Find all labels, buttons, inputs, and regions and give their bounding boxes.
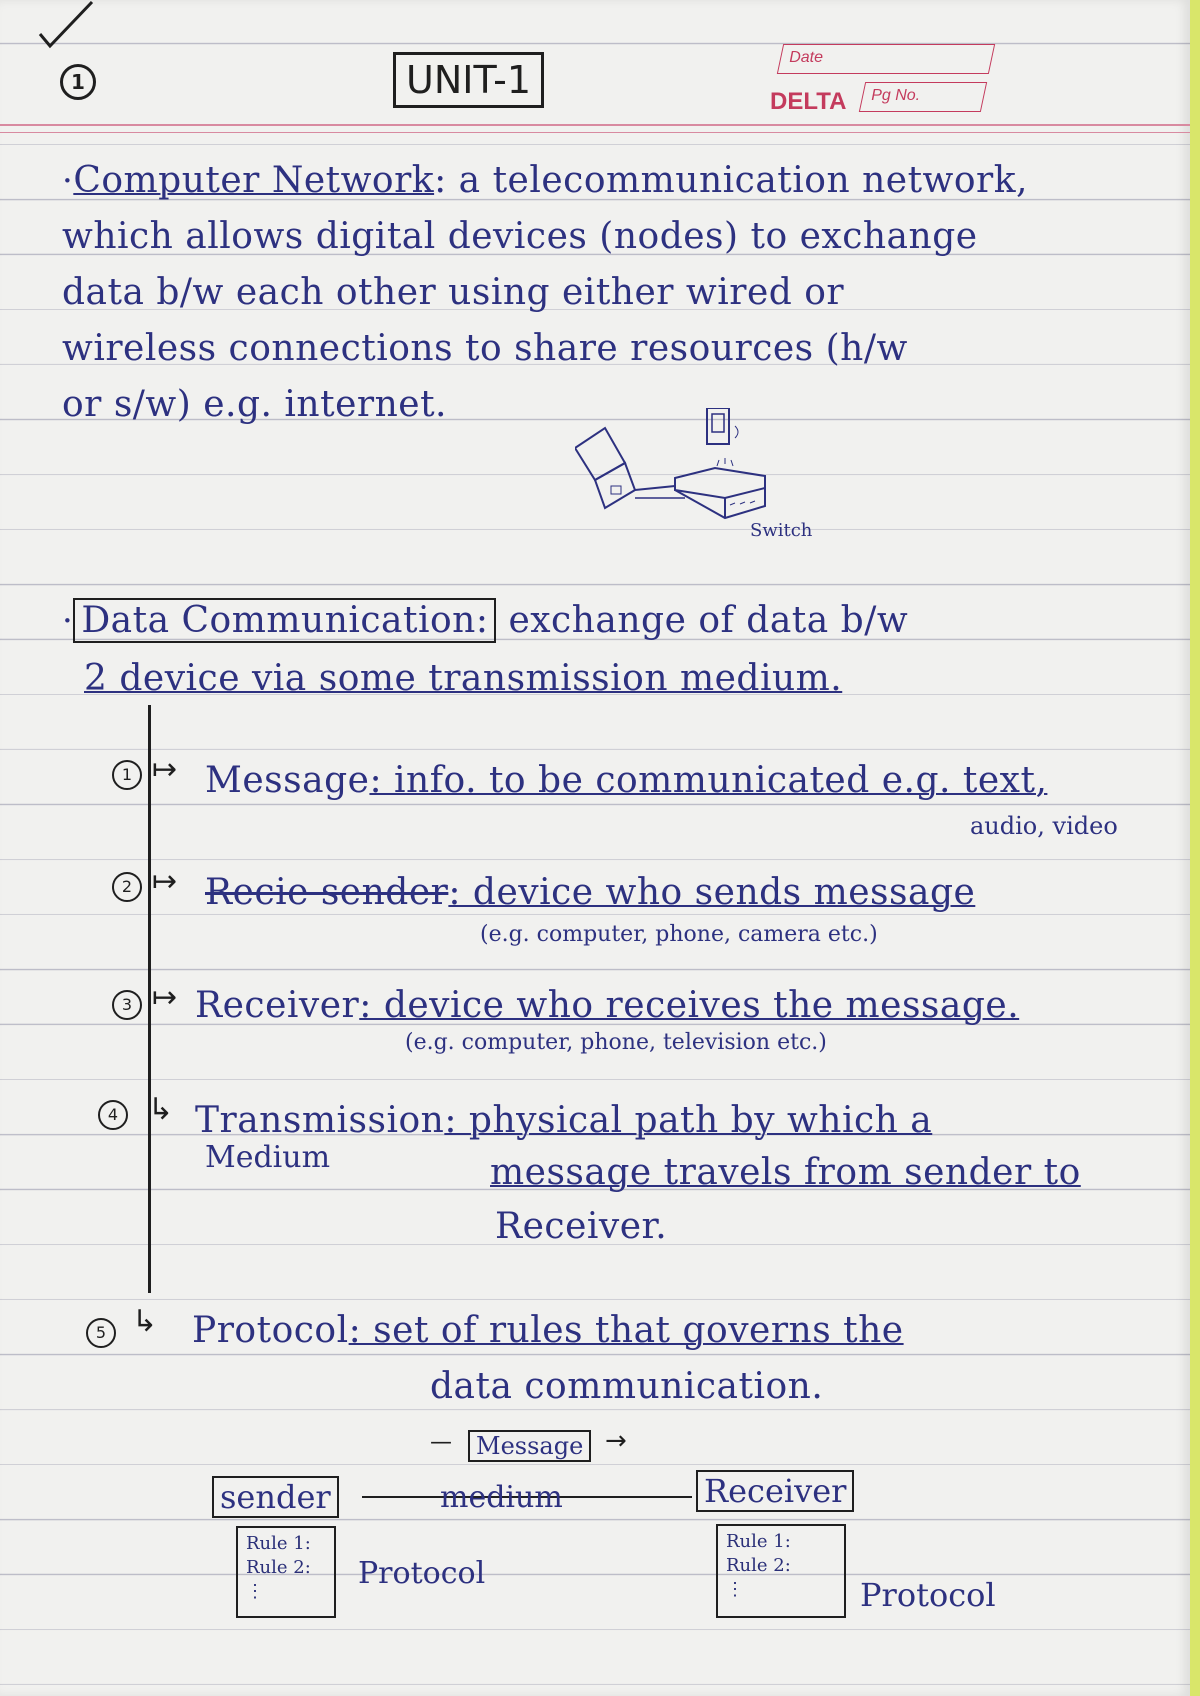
diagram-message-box: Message bbox=[468, 1430, 591, 1462]
rule-dots: ⋮ bbox=[246, 1581, 264, 1602]
computer-network-line2: which allows digital devices (nodes) to exchange bbox=[62, 216, 978, 257]
arrow-right-icon: → bbox=[605, 1426, 627, 1456]
component-desc-cont: data communication. bbox=[430, 1366, 824, 1407]
component-name: Message bbox=[205, 760, 370, 801]
data-communication-def1: exchange of data b/w bbox=[508, 600, 909, 641]
component-desc: : info. to be communicated e.g. text, bbox=[369, 760, 1048, 801]
brand-logo: DELTA bbox=[770, 88, 847, 115]
component-name-cont: Medium bbox=[205, 1140, 331, 1175]
component-name: Receiver bbox=[195, 985, 360, 1026]
unit-title: UNIT-1 bbox=[393, 52, 544, 108]
computer-network-line4: wireless connections to share resources (h/w bbox=[62, 328, 908, 369]
component-desc-cont: (e.g. computer, phone, television etc.) bbox=[405, 1030, 827, 1055]
component-number-5: 5 bbox=[86, 1318, 116, 1348]
computer-network-line5: or s/w) e.g. internet. bbox=[62, 384, 447, 425]
component-number-1: 1 bbox=[112, 760, 142, 790]
component-name: Transmission bbox=[195, 1100, 445, 1141]
component-desc-cont2: Receiver. bbox=[495, 1206, 668, 1247]
diagram-receiver-box: Receiver bbox=[696, 1470, 854, 1512]
data-communication-line1: · Data Communication: exchange of data b/w bbox=[62, 600, 909, 641]
rule-2: Rule 2: bbox=[246, 1557, 311, 1578]
page-number-circle: 1 bbox=[60, 64, 96, 100]
component-desc: : device who receives the message. bbox=[359, 985, 1020, 1026]
date-field: Date bbox=[777, 44, 995, 74]
component-desc-cont: audio, video bbox=[970, 812, 1118, 840]
component-desc-cont: (e.g. computer, phone, camera etc.) bbox=[480, 922, 878, 947]
arrow-icon: ↦ bbox=[152, 752, 178, 787]
component-protocol bbox=[192, 1310, 904, 1351]
header-rule bbox=[0, 124, 1190, 133]
component-receiver bbox=[195, 985, 1019, 1026]
receiver-rules-box bbox=[716, 1524, 846, 1618]
diagram-sender-box: sender bbox=[212, 1476, 339, 1518]
component-message bbox=[205, 760, 1047, 801]
switch-label: Switch bbox=[750, 520, 813, 541]
arrow-icon: ↦ bbox=[152, 980, 178, 1015]
component-number-4: 4 bbox=[98, 1100, 128, 1130]
component-desc-cont: message travels from sender to bbox=[490, 1152, 1081, 1193]
sender-rules-box bbox=[236, 1526, 336, 1618]
component-desc: : set of rules that governs the bbox=[348, 1310, 904, 1351]
rule-1: Rule 1: bbox=[246, 1533, 311, 1554]
arrow-icon: ↳ bbox=[132, 1304, 158, 1339]
components-timeline bbox=[148, 705, 151, 1293]
component-number-3: 3 bbox=[112, 990, 142, 1020]
arrow-left-line: — bbox=[430, 1430, 452, 1455]
page-number-field: Pg No. bbox=[859, 82, 987, 112]
component-desc: : physical path by which a bbox=[444, 1100, 933, 1141]
component-name: Recie sender bbox=[205, 872, 449, 913]
computer-network-term: Computer Network bbox=[73, 160, 435, 201]
component-sender bbox=[205, 872, 975, 913]
data-communication-term: Data Communication: bbox=[73, 598, 496, 643]
receiver-protocol-label: Protocol bbox=[860, 1576, 996, 1614]
rule-2: Rule 2: bbox=[726, 1555, 791, 1576]
component-number-2: 2 bbox=[112, 872, 142, 902]
component-transmission bbox=[195, 1100, 932, 1141]
arrow-icon: ↦ bbox=[152, 864, 178, 899]
computer-network-line3: data b/w each other using either wired or bbox=[62, 272, 845, 313]
arrow-icon: ↳ bbox=[148, 1092, 174, 1127]
sender-protocol-label: Protocol bbox=[358, 1556, 486, 1591]
component-name: Protocol bbox=[192, 1310, 349, 1351]
computer-network-line1: ·Computer Network: a telecommunication network, bbox=[62, 160, 1028, 201]
computer-network-def1: : a telecommunication network, bbox=[434, 160, 1028, 201]
component-desc: : device who sends message bbox=[448, 872, 976, 913]
data-communication-line2: 2 device via some transmission medium. bbox=[84, 658, 843, 699]
check-mark-icon bbox=[36, 0, 96, 50]
diagram-medium-label: medium bbox=[440, 1480, 563, 1515]
rule-1: Rule 1: bbox=[726, 1531, 791, 1552]
rule-dots: ⋮ bbox=[726, 1579, 744, 1600]
